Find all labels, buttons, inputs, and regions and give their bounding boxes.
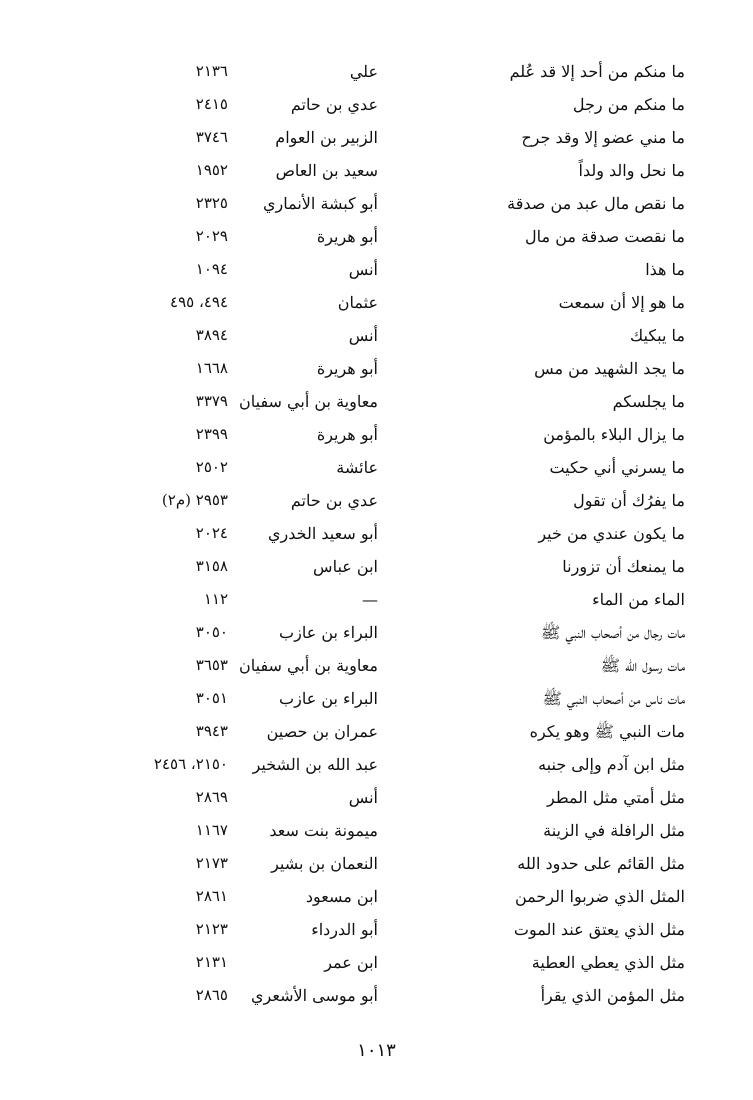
hadith-number: ٢١٢٣	[195, 920, 228, 938]
narrator-name: البراء بن عازب	[279, 689, 378, 708]
hadith-index-table	[0, 55, 753, 1012]
hadith-number: ٣٠٥١	[195, 689, 228, 707]
hadith-phrase: ما يكون عندي من خير	[538, 524, 685, 543]
hadith-phrase: مثل الرافلة في الزينة	[543, 821, 685, 840]
index-row	[0, 616, 753, 649]
narrator-name: عمران بن حصين	[266, 722, 378, 741]
hadith-number: ٢٣٢٥	[195, 194, 228, 212]
narrator-name: أنس	[348, 260, 378, 279]
hadith-phrase: ما منكم من أحد إلا قد عُلم	[509, 62, 685, 81]
hadith-number: ١٩٥٢	[195, 161, 228, 179]
narrator-name: أبو سعيد الخدري	[268, 524, 378, 543]
index-row	[0, 847, 753, 880]
hadith-phrase: ما مني عضو إلا وقد جرح	[521, 128, 685, 147]
hadith-number: ٣٧٤٦	[195, 128, 228, 146]
hadith-phrase: ما يبكيك	[630, 326, 685, 345]
hadith-phrase: الماء من الماء	[592, 590, 685, 609]
index-row	[0, 253, 753, 286]
hadith-number: ٣٨٩٤	[195, 326, 228, 344]
index-row	[0, 517, 753, 550]
index-row	[0, 484, 753, 517]
hadith-phrase: ما هو إلا أن سمعت	[558, 293, 685, 312]
page-number: ١٠١٣	[357, 1040, 396, 1061]
index-row	[0, 319, 753, 352]
hadith-number: ٣٩٤٣	[195, 722, 228, 740]
hadith-number: ٢٤١٥	[195, 95, 228, 113]
narrator-name: ابن مسعود	[305, 887, 378, 906]
index-row	[0, 55, 753, 88]
hadith-number: ٢٨٦٥	[195, 986, 228, 1004]
hadith-number: ٣٠٥٠	[195, 623, 228, 641]
index-row	[0, 154, 753, 187]
hadith-phrase: مثل الذي يعطي العطية	[531, 953, 685, 972]
hadith-number: ٣٦٥٣	[195, 656, 228, 674]
hadith-number: ٢١٧٣	[195, 854, 228, 872]
index-row	[0, 979, 753, 1012]
narrator-name: عدي بن حاتم	[290, 491, 378, 510]
hadith-phrase: ما يزال البلاء بالمؤمن	[543, 425, 685, 444]
hadith-number: ٣٣٧٩	[195, 392, 228, 410]
hadith-phrase: مثل أمتي مثل المطر	[547, 788, 685, 807]
index-row	[0, 748, 753, 781]
index-row	[0, 715, 753, 748]
hadith-phrase: مثل الذي يعتق عند الموت	[513, 920, 685, 939]
hadith-number: ٤٩٤، ٤٩٥	[170, 293, 228, 311]
hadith-phrase: المثل الذي ضربوا الرحمن	[514, 887, 685, 906]
hadith-phrase: مثل المؤمن الذي يقرأ	[540, 986, 685, 1005]
narrator-name: أبو هريرة	[316, 425, 378, 444]
hadith-phrase: مات رجال من أصحاب النبي ﷺ	[541, 623, 685, 642]
hadith-number: ٢١٥٠، ٢٤٥٦	[153, 755, 228, 773]
narrator-name: ابن عباس	[313, 557, 378, 576]
index-row	[0, 418, 753, 451]
index-row	[0, 550, 753, 583]
index-row	[0, 649, 753, 682]
index-row	[0, 880, 753, 913]
hadith-phrase: ما نقص مال عبد من صدقة	[507, 194, 685, 213]
hadith-number: ٢٨٦١	[195, 887, 228, 905]
hadith-phrase: ما يفرُك أن تقول	[573, 491, 685, 510]
narrator-name: أبو موسى الأشعري	[251, 986, 378, 1005]
hadith-phrase: ما منكم من رجل	[572, 95, 685, 114]
narrator-name: عدي بن حاتم	[290, 95, 378, 114]
index-row	[0, 121, 753, 154]
narrator-name: البراء بن عازب	[279, 623, 378, 642]
narrator-name: ميمونة بنت سعد	[269, 821, 378, 840]
index-row	[0, 352, 753, 385]
narrator-name: أبو هريرة	[316, 227, 378, 246]
index-row	[0, 385, 753, 418]
index-row	[0, 583, 753, 616]
narrator-name: علي	[349, 62, 378, 81]
hadith-number: ١٠٩٤	[195, 260, 228, 278]
hadith-number: ٢٨٦٩	[195, 788, 228, 806]
index-row	[0, 946, 753, 979]
hadith-phrase: مات النبي ﷺ وهو يكره	[529, 722, 685, 741]
hadith-phrase: ما يمنعك أن تزورنا	[562, 557, 685, 576]
narrator-name: معاوية بن أبي سفيان	[239, 656, 378, 675]
index-row	[0, 451, 753, 484]
narrator-name: أبو الدرداء	[311, 920, 378, 939]
hadith-phrase: ما نقصت صدقة من مال	[525, 227, 685, 246]
hadith-number: ٢١٣١	[195, 953, 228, 971]
narrator-name: أبو هريرة	[316, 359, 378, 378]
hadith-number: ٢٠٢٩	[195, 227, 228, 245]
hadith-phrase: مثل القائم على حدود الله	[517, 854, 685, 873]
hadith-number: ١١٦٧	[195, 821, 228, 839]
narrator-name: —	[362, 590, 378, 609]
hadith-number: ٢٣٩٩	[195, 425, 228, 443]
index-row	[0, 682, 753, 715]
hadith-number: ٢١٣٦	[195, 62, 228, 80]
narrator-name: النعمان بن بشير	[271, 854, 378, 873]
hadith-phrase: ما هذا	[645, 260, 685, 279]
index-row	[0, 814, 753, 847]
index-row	[0, 286, 753, 319]
hadith-phrase: ما نحل والد ولداً	[578, 161, 685, 180]
narrator-name: أنس	[348, 326, 378, 345]
hadith-phrase: ما يسرني أني حكيت	[549, 458, 685, 477]
index-row	[0, 781, 753, 814]
narrator-name: الزبير بن العوام	[275, 128, 378, 147]
hadith-number: ٢٩٥٣ (م٢)	[161, 491, 228, 509]
hadith-number: ١١٢	[203, 590, 228, 608]
hadith-phrase: ما يجد الشهيد من مس	[534, 359, 685, 378]
index-row	[0, 187, 753, 220]
hadith-number: ٢٠٢٤	[195, 524, 228, 542]
hadith-phrase: مات رسول الله ﷺ	[600, 656, 685, 675]
narrator-name: ابن عمر	[324, 953, 378, 972]
narrator-name: عائشة	[336, 458, 378, 477]
narrator-name: معاوية بن أبي سفيان	[239, 392, 378, 411]
narrator-name: أنس	[348, 788, 378, 807]
hadith-number: ١٦٦٨	[195, 359, 228, 377]
hadith-phrase: مات ناس من أصحاب النبي ﷺ	[542, 689, 685, 708]
index-row	[0, 220, 753, 253]
hadith-number: ٣١٥٨	[195, 557, 228, 575]
narrator-name: عثمان	[337, 293, 378, 312]
narrator-name: سعيد بن العاص	[275, 161, 378, 180]
hadith-phrase: مثل ابن آدم وإلى جنبه	[538, 755, 685, 774]
hadith-phrase: ما يجلسكم	[612, 392, 685, 411]
index-row	[0, 913, 753, 946]
hadith-number: ٢٥٠٢	[195, 458, 228, 476]
index-row	[0, 88, 753, 121]
narrator-name: أبو كبشة الأنماري	[262, 194, 378, 213]
narrator-name: عبد الله بن الشخير	[252, 755, 378, 774]
